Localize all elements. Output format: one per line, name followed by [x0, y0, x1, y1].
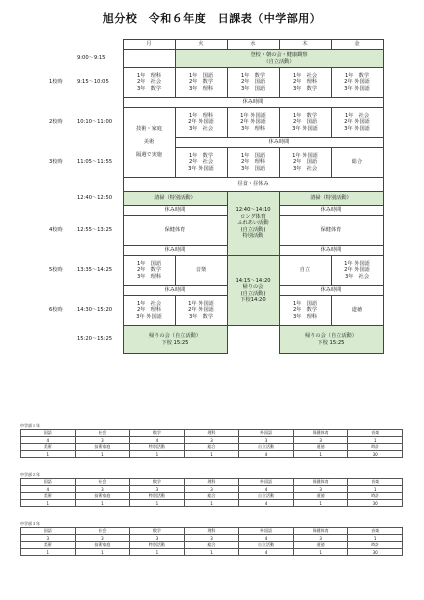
subject-header: 総合: [184, 444, 239, 451]
day-header-mon: 月: [123, 40, 175, 50]
wed-dismissal: 14:15～14:20 帰りの会 (自立活動) 下校14:20: [227, 256, 279, 326]
subject-count: 30: [348, 500, 403, 507]
subject-header: 外国語: [239, 528, 294, 535]
grade3-subjects-2: [21, 542, 403, 549]
subject-header: 技術家庭: [75, 444, 130, 451]
subject-count: 4: [130, 437, 185, 444]
subject-header: 国語: [21, 528, 76, 535]
grade2-values-1: [21, 486, 403, 493]
cell-p1-tue: 1年 国語 2年 数学 3年 理科: [175, 68, 227, 98]
time-p5: 13:35～14:25: [77, 267, 113, 274]
cell-p2-tue: 1年 理科 2年 外国語 3年 社会: [175, 108, 227, 138]
time-p4: 12:55～13:25: [77, 227, 113, 234]
subject-count: 3: [130, 535, 185, 542]
subject-header: 時計: [348, 444, 403, 451]
subject-header: 国語: [21, 430, 76, 437]
subject-count: 4: [239, 535, 294, 542]
subject-header: 特別活動: [130, 493, 185, 500]
day-header-fri: 金: [331, 40, 383, 50]
time-p6: 14:30～15:20: [77, 307, 113, 314]
period-4: 4校時: [49, 227, 63, 234]
grade1-label: 中学部１年: [20, 423, 40, 428]
subject-count: 1: [348, 535, 403, 542]
subject-count: 1: [293, 549, 348, 556]
cleaning-left: 清掃（特別活動）: [123, 192, 227, 206]
subject-header: 技術家庭: [75, 493, 130, 500]
period-3: 3校時: [49, 159, 63, 166]
subject-count: 30: [348, 451, 403, 458]
cell-p5-tue: 音楽: [175, 256, 227, 286]
subject-count: 3: [239, 437, 294, 444]
subject-count: 1: [184, 549, 239, 556]
subject-count: 3: [293, 486, 348, 493]
grade2-table: [20, 478, 403, 507]
subject-count: 3: [130, 486, 185, 493]
subject-count: 1: [130, 549, 185, 556]
period-2: 2校時: [49, 119, 63, 126]
break-3-left: 休み時間: [123, 206, 227, 216]
break-3-right: 休み時間: [279, 206, 383, 216]
cell-p23-mon: 技術・家庭 美術 隔週で実施: [123, 108, 175, 178]
grade3-label: 中学部３年: [20, 521, 40, 526]
subject-header: 時計: [348, 493, 403, 500]
subject-header: 特別活動: [130, 542, 185, 549]
grade1-subjects-2: [21, 444, 403, 451]
subject-count: 1: [21, 500, 76, 507]
subject-count: 1: [184, 451, 239, 458]
lunch-break: 昼食・昼休み: [123, 178, 383, 192]
subject-header: 理科: [184, 479, 239, 486]
cell-p2-thu: 1年 数学 2年 国語 3年 外国語: [279, 108, 331, 138]
cleaning-right: 清掃（特別活動）: [279, 192, 383, 206]
subject-count: 1: [75, 451, 130, 458]
time-p2: 10:10～11:00: [77, 119, 113, 126]
break-4-left: 休み時間: [123, 246, 227, 256]
cell-p6-fri: 道徳: [331, 296, 383, 326]
subject-header: 時計: [348, 542, 403, 549]
subject-header: 保健体育: [293, 479, 348, 486]
grade1-values-1: [21, 437, 403, 444]
cell-p1-fri: 1年 数学 2年 外国語 3年 外国語: [331, 68, 383, 98]
subject-count: 1: [293, 451, 348, 458]
period-5: 5校時: [49, 267, 63, 274]
subject-header: 総合: [184, 542, 239, 549]
grade3-values-2: [21, 549, 403, 556]
morning-assembly: 登校・朝の会・健康観察 （自立活動）: [175, 50, 383, 68]
subject-count: 3: [75, 535, 130, 542]
subject-count: 1: [21, 549, 76, 556]
subject-header: 道徳: [293, 493, 348, 500]
cell-p5-fri: 1年 外国語 2年 外国語 3年 社会: [331, 256, 383, 286]
subject-count: 4: [239, 451, 294, 458]
subject-count: 1: [348, 486, 403, 493]
subject-header: 自立活動: [239, 493, 294, 500]
subject-header: 社会: [75, 430, 130, 437]
subject-header: 社会: [75, 479, 130, 486]
subject-count: 1: [75, 549, 130, 556]
cell-p2-fri: 1年 社会 2年 外国語 3年 外国語: [331, 108, 383, 138]
cell-p1-mon: 1年 理科 2年 社会 3年 数学: [123, 68, 175, 98]
subject-header: 音楽: [348, 528, 403, 535]
subject-header: 美術: [21, 444, 76, 451]
break-4-right: 休み時間: [279, 246, 383, 256]
subject-count: 3: [75, 486, 130, 493]
cell-p3-fri: 総合: [331, 148, 383, 178]
timetable: [48, 39, 384, 354]
subject-header: 外国語: [239, 430, 294, 437]
wed-long-pe: 12:40～14:10 ロング体育 ふれあい活動 (自立活動) 特別活動: [227, 192, 279, 256]
subject-count: 3: [184, 437, 239, 444]
period-6: 6校時: [49, 307, 63, 314]
subject-count: 4: [239, 500, 294, 507]
subject-header: 道徳: [293, 444, 348, 451]
grade3-values-1: [21, 535, 403, 542]
subject-count: 1: [130, 500, 185, 507]
cell-p3-wed: 1年 国語 2年 理科 3年 国語: [227, 148, 279, 178]
break-5-left: 休み時間: [123, 286, 227, 296]
time-p1: 9:15～10:05: [77, 79, 109, 86]
break-5-right: 休み時間: [279, 286, 383, 296]
subject-count: 30: [348, 549, 403, 556]
subject-header: 技術家庭: [75, 542, 130, 549]
page-title: 旭分校 令和６年度 日課表（中学部用）: [102, 12, 322, 25]
subject-count: 1: [184, 500, 239, 507]
subject-count: 4: [21, 486, 76, 493]
subject-count: 4: [239, 549, 294, 556]
subject-count: 1: [21, 451, 76, 458]
subject-count: 4: [239, 486, 294, 493]
subject-header: 道徳: [293, 542, 348, 549]
break-2: 休み時間: [175, 138, 383, 148]
cell-p1-wed: 1年 数学 2年 国語 3年 国語: [227, 68, 279, 98]
grade3-subjects-1: [21, 528, 403, 535]
grade2-subjects-2: [21, 493, 403, 500]
break-1: 休み時間: [123, 98, 383, 108]
subject-header: 美術: [21, 542, 76, 549]
subject-header: 保健体育: [293, 430, 348, 437]
subject-count: 3: [75, 437, 130, 444]
subject-header: 理科: [184, 528, 239, 535]
cell-p5-mon: 1年 国語 2年 数学 3年 理科: [123, 256, 175, 286]
subject-header: 数学: [130, 479, 185, 486]
day-header-tue: 火: [175, 40, 227, 50]
subject-count: 1: [130, 451, 185, 458]
grade1-values-2: [21, 451, 403, 458]
cell-p6-tue: 1年 外国語 2年 外国語 3年 数学: [175, 296, 227, 326]
subject-count: 3: [184, 535, 239, 542]
cell-p1-thu: 1年 社会 2年 理科 3年 数学: [279, 68, 331, 98]
subject-count: 1: [75, 500, 130, 507]
grade3-table: [20, 527, 403, 556]
subject-header: 保健体育: [293, 528, 348, 535]
subject-header: 外国語: [239, 479, 294, 486]
subject-header: 美術: [21, 493, 76, 500]
time-homeroom: 15:20～15:25: [77, 336, 113, 343]
cell-p3-tue: 1年 数学 2年 社会 3年 外国語: [175, 148, 227, 178]
subject-count: 3: [21, 535, 76, 542]
subject-header: 自立活動: [239, 444, 294, 451]
grade2-label: 中学部２年: [20, 472, 40, 477]
grade1-table: [20, 429, 403, 458]
subject-header: 音楽: [348, 479, 403, 486]
time-cleaning: 12:40～12:50: [77, 195, 113, 202]
subject-header: 社会: [75, 528, 130, 535]
subject-header: 数学: [130, 430, 185, 437]
homeroom-left: 帰りの会（自立活動） 下校 15:25: [123, 326, 227, 354]
subject-count: 1: [348, 437, 403, 444]
period-1: 1校時: [49, 79, 63, 86]
pe-right: 保健体育: [279, 216, 383, 246]
subject-count: 4: [21, 437, 76, 444]
subject-header: 音楽: [348, 430, 403, 437]
cell-p3-thu: 1年 外国語 2年 国語 3年 社会: [279, 148, 331, 178]
day-header-thu: 木: [279, 40, 331, 50]
subject-header: 数学: [130, 528, 185, 535]
subject-count: 3: [184, 486, 239, 493]
grade1-subjects-1: [21, 430, 403, 437]
subject-header: 国語: [21, 479, 76, 486]
subject-header: 自立活動: [239, 542, 294, 549]
cell-p6-mon: 1年 社会 2年 理科 3年 外国語: [123, 296, 175, 326]
subject-count: 1: [293, 500, 348, 507]
subject-header: 理科: [184, 430, 239, 437]
cell-p5-thu: 自立: [279, 256, 331, 286]
day-header-wed: 水: [227, 40, 279, 50]
subject-header: 特別活動: [130, 444, 185, 451]
pe-left: 保健体育: [123, 216, 227, 246]
subject-count: 3: [293, 437, 348, 444]
time-p3: 11:05～11:55: [77, 159, 113, 166]
grade2-subjects-1: [21, 479, 403, 486]
cell-p6-thu: 1年 国語 2年 数学 3年 理科: [279, 296, 331, 326]
grade2-values-2: [21, 500, 403, 507]
subject-header: 総合: [184, 493, 239, 500]
cell-p2-wed: 1年 外国語 2年 外国語 3年 理科: [227, 108, 279, 138]
subject-count: 3: [293, 535, 348, 542]
time-morning: 9:00～9:15: [77, 55, 106, 62]
homeroom-right: 帰りの会（自立活動） 下校 15:25: [279, 326, 383, 354]
